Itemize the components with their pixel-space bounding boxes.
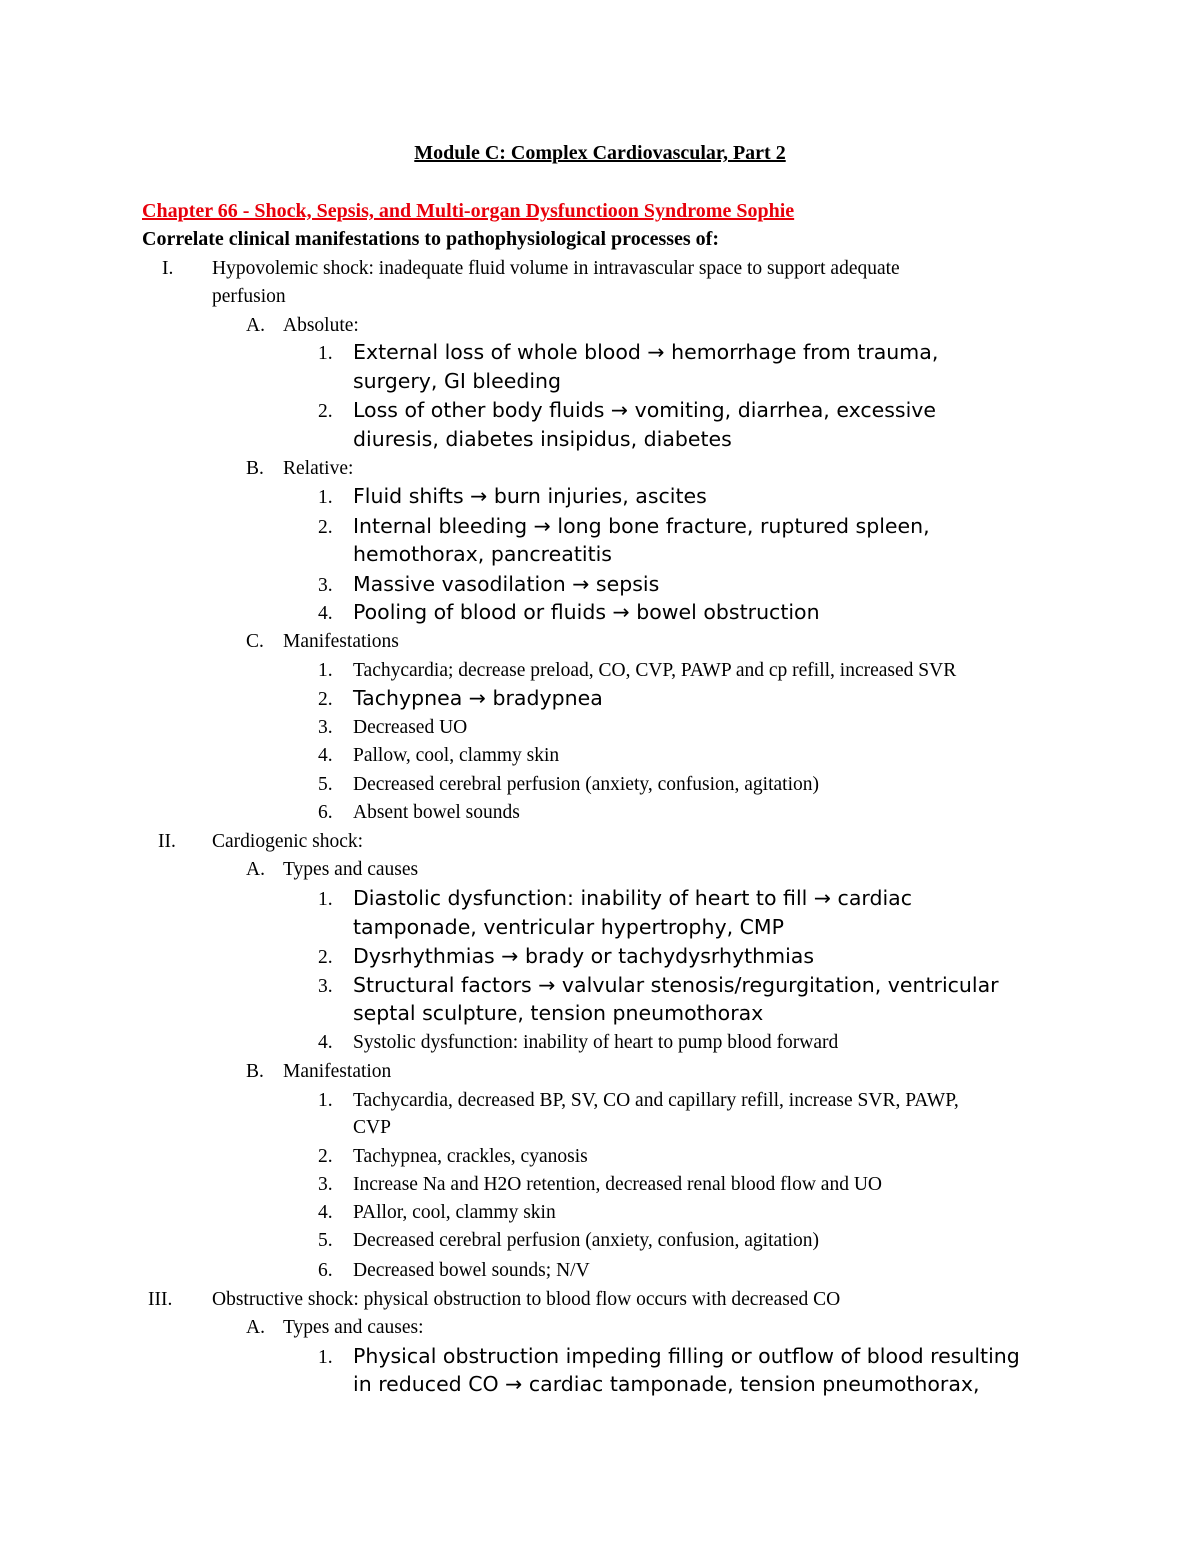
list-item-text: PAllor, cool, clammy skin xyxy=(353,1202,556,1223)
list-item-text: tamponade, ventricular hypertrophy, CMP xyxy=(353,915,784,939)
list-item-text: Increase Na and H2O retention, decreased renal blood flow and UO xyxy=(353,1174,882,1195)
list-item-text: hemothorax, pancreatitis xyxy=(353,542,612,566)
list-marker: 3. xyxy=(318,976,333,997)
list-item-text: Decreased UO xyxy=(353,717,468,738)
list-item-text: External loss of whole blood → hemorrhage from trauma, xyxy=(353,340,939,364)
list-marker: A. xyxy=(246,859,265,880)
list-item-text: Obstructive shock: physical obstruction to blood flow occurs with decreased CO xyxy=(212,1289,841,1310)
list-item-text: Absent bowel sounds xyxy=(353,802,520,823)
list-item-text: Absolute: xyxy=(283,315,359,336)
section-intro: Correlate clinical manifestations to pathophysiological processes of: xyxy=(142,228,719,250)
list-item-text: Decreased bowel sounds; N/V xyxy=(353,1260,590,1281)
list-item-text: Physical obstruction impeding filling or outflow of blood resulting xyxy=(353,1344,1020,1368)
list-marker: 1. xyxy=(318,343,333,364)
list-item-text: Fluid shifts → burn injuries, ascites xyxy=(353,484,707,508)
list-marker: 5. xyxy=(318,774,333,795)
list-item-text: Tachycardia, decreased BP, SV, CO and capillary refill, increase SVR, PAWP, xyxy=(353,1090,959,1111)
list-marker: A. xyxy=(246,315,265,336)
list-marker: 1. xyxy=(318,1090,333,1111)
list-marker: 2. xyxy=(318,1146,333,1167)
list-item-text: Decreased cerebral perfusion (anxiety, confusion, agitation) xyxy=(353,774,819,795)
list-item-text: septal sculpture, tension pneumothorax xyxy=(353,1001,764,1025)
list-item-text: Types and causes: xyxy=(283,1317,424,1338)
list-item-text: Types and causes xyxy=(283,859,419,880)
list-marker: 2. xyxy=(318,947,333,968)
list-marker: 4. xyxy=(318,745,333,766)
list-marker: 1. xyxy=(318,660,333,681)
list-item-text: in reduced CO → cardiac tamponade, tension pneumothorax, xyxy=(353,1372,980,1396)
chapter-heading: Chapter 66 - Shock, Sepsis, and Multi-organ Dysfunctioon Syndrome Sophie xyxy=(142,200,795,222)
list-marker: 6. xyxy=(318,802,333,823)
list-item-text: Decreased cerebral perfusion (anxiety, confusion, agitation) xyxy=(353,1230,819,1251)
list-item-text: diuresis, diabetes insipidus, diabetes xyxy=(353,427,732,451)
list-item-text: Relative: xyxy=(283,458,354,479)
list-marker: 6. xyxy=(318,1260,333,1281)
list-marker: C. xyxy=(246,631,264,652)
list-item-text: Massive vasodilation → sepsis xyxy=(353,572,660,596)
list-item-text: CVP xyxy=(353,1117,391,1138)
list-item-text: Tachycardia; decrease preload, CO, CVP, PAWP and cp refill, increased SVR xyxy=(353,660,957,681)
list-marker: 3. xyxy=(318,575,333,596)
list-marker: 3. xyxy=(318,717,333,738)
list-marker: 2. xyxy=(318,517,333,538)
list-marker: 1. xyxy=(318,487,333,508)
page-title: Module C: Complex Cardiovascular, Part 2 xyxy=(414,142,786,164)
list-marker: B. xyxy=(246,1061,264,1082)
list-marker: 2. xyxy=(318,401,333,422)
list-item-text: Cardiogenic shock: xyxy=(212,831,364,852)
list-item-text: Tachypnea, crackles, cyanosis xyxy=(353,1146,588,1167)
list-marker: II. xyxy=(158,831,176,852)
list-item-text: Dysrhythmias → brady or tachydysrhythmias xyxy=(353,944,815,968)
list-marker: 5. xyxy=(318,1230,333,1251)
list-marker: 3. xyxy=(318,1174,333,1195)
list-item-text: Systolic dysfunction: inability of heart to pump blood forward xyxy=(353,1032,839,1053)
list-marker: I. xyxy=(162,258,174,279)
list-item-text: Diastolic dysfunction: inability of heart to fill → cardiac xyxy=(353,886,912,910)
list-marker: III. xyxy=(148,1289,173,1310)
list-item-text: Structural factors → valvular stenosis/regurgitation, ventricular xyxy=(353,973,999,997)
list-item-text: surgery, GI bleeding xyxy=(353,369,562,393)
list-item-text: Manifestations xyxy=(283,631,399,652)
list-marker: 2. xyxy=(318,689,333,710)
list-item-text: Loss of other body fluids → vomiting, diarrhea, excessive xyxy=(353,398,937,422)
list-marker: A. xyxy=(246,1317,265,1338)
list-marker: B. xyxy=(246,458,264,479)
list-item-text: perfusion xyxy=(212,286,286,307)
list-item-text: Tachypnea → bradypnea xyxy=(353,686,603,710)
list-item-text: Hypovolemic shock: inadequate fluid volume in intravascular space to support adequate xyxy=(212,258,900,279)
list-item-text: Pallow, cool, clammy skin xyxy=(353,745,560,766)
list-marker: 4. xyxy=(318,603,333,624)
list-marker: 4. xyxy=(318,1202,333,1223)
list-marker: 1. xyxy=(318,1347,333,1368)
list-marker: 1. xyxy=(318,889,333,910)
list-item-text: Manifestation xyxy=(283,1061,392,1082)
list-item-text: Pooling of blood or fluids → bowel obstruction xyxy=(353,600,820,624)
list-marker: 4. xyxy=(318,1032,333,1053)
list-item-text: Internal bleeding → long bone fracture, ruptured spleen, xyxy=(353,514,930,538)
